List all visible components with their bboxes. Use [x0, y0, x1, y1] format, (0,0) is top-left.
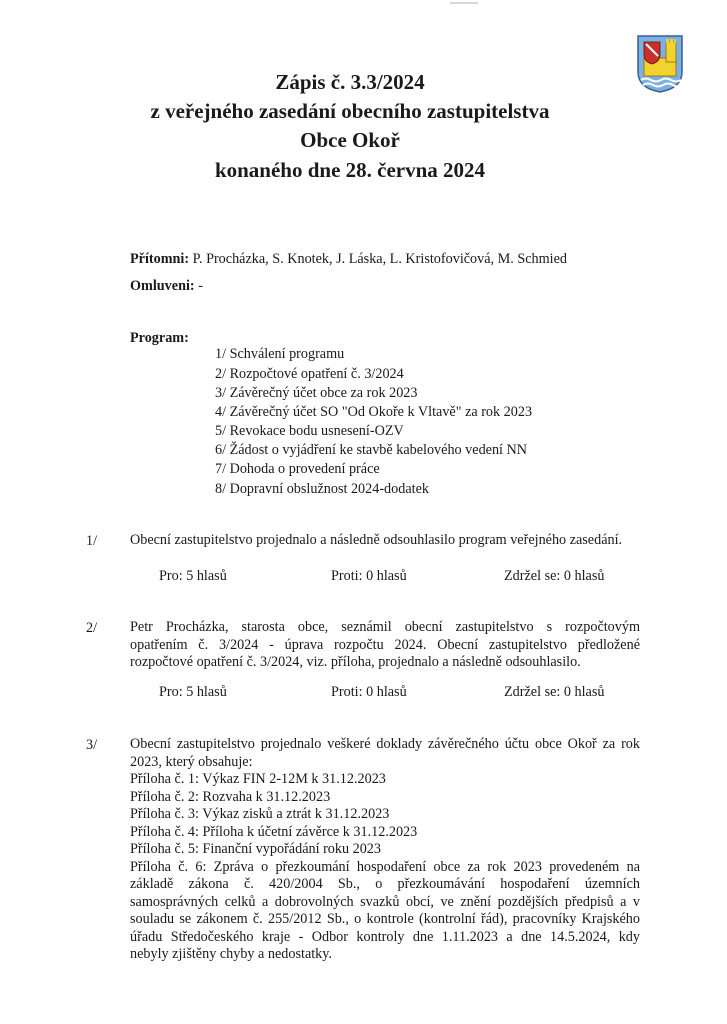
section-text — [130, 619, 640, 672]
section-number: 2/ — [86, 620, 98, 636]
meeting-date: konaného dne 28. června 2024 — [214, 158, 486, 182]
section-line: souladu se zákonem č. 255/2012 Sb., o kontrole (kontrolní řád), pracovníky Krajského — [130, 911, 640, 927]
vote-for: Pro: 5 hlasů — [159, 684, 227, 700]
section-number: 1/ — [86, 533, 98, 549]
program-item: 4/ Závěrečný účet SO "Od Okoře k Vltavě" za rok 2023 — [215, 404, 533, 420]
section-line: úřadu Středočeského kraje - Odbor kontroly dne 1.11.2023 a dne 14.5.2024, kdy — [130, 928, 640, 945]
section-line: samosprávných celků a dobrovolných svazků obcí, ve znění pozdějších předpisů a v — [130, 893, 640, 910]
program-item: 1/ Schválení programu — [215, 346, 345, 362]
scan-mark — [450, 2, 478, 4]
excused-label: Omluveni: — [130, 278, 195, 294]
section-line: Příloha č. 3: Výkaz zisků a ztrát k 31.12.2023 — [130, 806, 390, 822]
section-line: opatřením č. 3/2024 - úprava rozpočtu 2024. Obecní zastupitelstvo předložené — [130, 636, 640, 653]
municipality-name: Obce Okoř — [300, 128, 400, 152]
present-label: Přítomni: — [130, 251, 190, 267]
section-line: Obecní zastupitelstvo projednalo veškeré doklady závěrečného účtu obce Okoř za rok — [130, 736, 640, 752]
present-row — [130, 250, 567, 268]
program-item: 3/ Závěrečný účet obce za rok 2023 — [215, 385, 418, 401]
section-line: 2023, který obsahuje: — [130, 753, 253, 770]
vote-abstain: Zdržel se: 0 hlasů — [504, 684, 605, 700]
section-line: základě zákona č. 420/2004 Sb., o přezkoumávání hospodaření územních — [130, 876, 640, 892]
section-line: Příloha č. 4: Příloha k účetní závěrce k 31.12.2023 — [130, 823, 418, 840]
document-title: Zápis č. 3.3/2024 — [275, 70, 425, 94]
section-line: Příloha č. 6: Zpráva o přezkoumání hospodaření obce za rok 2023 provedeném na — [130, 858, 640, 875]
section-line: rozpočtové opatření č. 3/2024, viz. příloha, projednalo a následně odsouhlasilo. — [130, 654, 581, 670]
section-text — [130, 532, 640, 550]
program-label: Program: — [130, 330, 189, 346]
vote-for: Pro: 5 hlasů — [159, 568, 227, 584]
vote-abstain: Zdržel se: 0 hlasů — [504, 568, 605, 584]
section-line: Příloha č. 1: Výkaz FIN 2-12M k 31.12.2023 — [130, 771, 386, 787]
document-subtitle: z veřejného zasedání obecního zastupitelstva — [150, 99, 550, 123]
excused-value: - — [198, 278, 203, 294]
program-item: 6/ Žádost o vyjádření ke stavbě kabelového vedení NN — [215, 442, 528, 458]
program-item: 8/ Dopravní obslužnost 2024-dodatek — [215, 481, 429, 497]
vote-against: Proti: 0 hlasů — [331, 684, 407, 700]
program-item: 5/ Revokace bodu usnesení-OZV — [215, 423, 404, 439]
section-number: 3/ — [86, 737, 98, 753]
excused-row — [130, 277, 203, 295]
section-line: Příloha č. 5: Finanční vypořádání roku 2023 — [130, 841, 381, 857]
section-text — [130, 736, 640, 964]
program-item: 7/ Dohoda o provedení práce — [215, 461, 380, 477]
section-line: nebyly zjištěny chyby a nedostatky. — [130, 946, 332, 962]
section-line: Obecní zastupitelstvo projednalo a následně odsouhlasilo program veřejného zasedání. — [130, 532, 623, 548]
coat-of-arms-icon — [636, 34, 684, 94]
vote-against: Proti: 0 hlasů — [331, 568, 407, 584]
program-item: 2/ Rozpočtové opatření č. 3/2024 — [215, 366, 404, 382]
section-line: Petr Procházka, starosta obce, seznámil obecní zastupitelstvo s rozpočtovým — [130, 619, 640, 635]
section-line: Příloha č. 2: Rozvaha k 31.12.2023 — [130, 788, 331, 805]
present-value: P. Procházka, S. Knotek, J. Láska, L. Kristofovičová, M. Schmied — [192, 251, 567, 267]
